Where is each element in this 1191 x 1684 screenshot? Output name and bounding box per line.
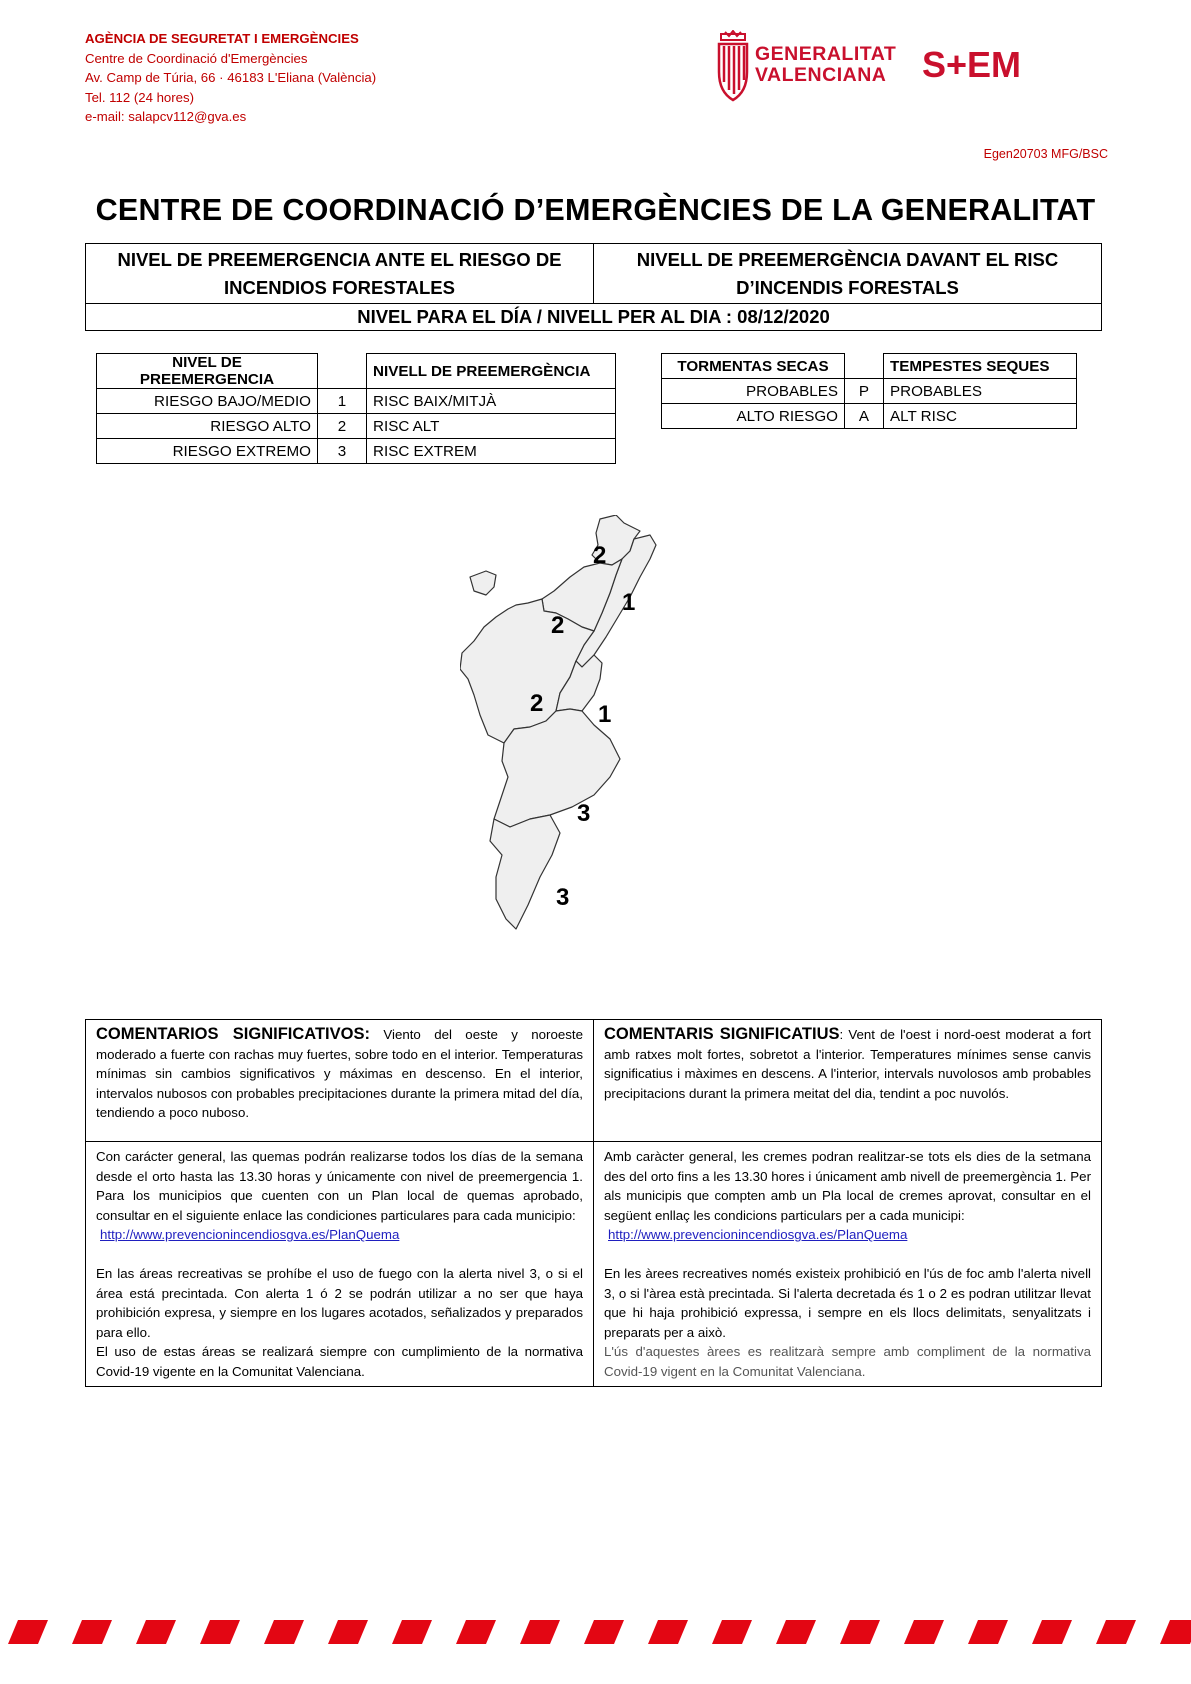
recreation-text-ca: En les àrees recreatives només existeix prohibició en l'ús de foc amb l'alerta nivell 3, o si l'àrea està precintada. Si l'alerta decretada és 1 o 2 es podran utilitzar llevat que hi haja prohibició expressa, i sempre en els llocs delimitats, senyalitzats i preparats per a això. bbox=[604, 1265, 1091, 1340]
level-heading-table bbox=[85, 243, 1102, 331]
burn-text-ca: Amb caràcter general, les cremes podran realitzar-se tots els dies de la setmana des del orto fins a les 13.30 hores i únicament amb nivell de preemergència 1. Per als municipis que compten amb un Pla local de cremes aprovat, consultar en el següent enllaç les condicions particulars per a cada municipi: bbox=[604, 1148, 1091, 1223]
comments-ca bbox=[594, 1020, 1102, 1142]
storms-header-es: TORMENTAS SECAS bbox=[662, 354, 845, 379]
levels-header-es: NIVEL DE PREEMERGENCIA bbox=[97, 354, 318, 389]
comments-ca-title: COMENTARIS SIGNIFICATIUS bbox=[604, 1025, 840, 1043]
sem-logo: S+EM bbox=[922, 44, 1022, 85]
level-ca: RISC EXTREM bbox=[367, 439, 616, 464]
stripe bbox=[1160, 1620, 1191, 1644]
stripe bbox=[136, 1620, 176, 1644]
zone-exclave bbox=[470, 571, 496, 595]
stripe bbox=[584, 1620, 624, 1644]
zone-level-label: 1 bbox=[598, 701, 612, 728]
covid-text-es: El uso de estas áreas se realizará siempre con cumplimiento de la normativa Covid-19 vigente en la Comunitat Valenciana. bbox=[96, 1344, 583, 1379]
zone-level-label: 2 bbox=[593, 542, 607, 569]
page-title: CENTRE DE COORDINACIÓ D’EMERGÈNCIES DE LA GENERALITAT bbox=[95, 193, 1096, 227]
level-number: 1 bbox=[318, 389, 367, 414]
stripe bbox=[904, 1620, 944, 1644]
level-ca: RISC ALT bbox=[367, 414, 616, 439]
storm-ca: ALT RISC bbox=[884, 404, 1077, 429]
comments-es bbox=[86, 1020, 594, 1142]
burn-rules-es bbox=[86, 1141, 594, 1386]
zone-level-label: 3 bbox=[577, 800, 591, 827]
agency-name: AGÈNCIA DE SEGURETAT I EMERGÈNCIES bbox=[85, 31, 359, 46]
address: Av. Camp de Túria, 66 · 46183 L'Eliana (València) bbox=[85, 70, 377, 86]
stripe bbox=[264, 1620, 304, 1644]
heading-es-line-1: NIVEL DE PREEMERGENCIA ANTE EL RIESGO DE bbox=[117, 248, 562, 270]
stripe bbox=[648, 1620, 688, 1644]
table-row bbox=[97, 439, 616, 464]
centre-name: Centre de Coordinació d'Emergències bbox=[85, 50, 308, 66]
storms-header-gap bbox=[845, 354, 884, 379]
storm-es: ALTO RIESGO bbox=[662, 404, 845, 429]
comments-es-title: COMENTARIOS SIGNIFICATIVOS: bbox=[96, 1025, 370, 1043]
storm-ca: PROBABLES bbox=[884, 379, 1077, 404]
stripe bbox=[520, 1620, 560, 1644]
stripe bbox=[1096, 1620, 1136, 1644]
heading-es-line-2: INCENDIOS FORESTALES bbox=[224, 276, 455, 298]
dry-storms-table bbox=[661, 353, 1077, 429]
storm-es: PROBABLES bbox=[662, 379, 845, 404]
comments-es-text: Viento del oeste y noroeste moderado a fuerte con rachas muy fuertes, sobre todo en el interior. Temperaturas mínimas sin cambios significativos y máximas en descenso. En el interior, intervalos nubosos con probables precipitaciones durante la primera mitad del día, tendiendo a poco nuboso. bbox=[96, 1027, 583, 1121]
stripe bbox=[72, 1620, 112, 1644]
level-es: RIESGO BAJO/MEDIO bbox=[97, 389, 318, 414]
logo-line-2: VALENCIANA bbox=[755, 64, 887, 86]
footer-stripes bbox=[0, 1618, 1191, 1648]
burn-rules-ca bbox=[594, 1141, 1102, 1386]
level-number: 3 bbox=[318, 439, 367, 464]
stripe bbox=[712, 1620, 752, 1644]
document-reference: Egen20703 MFG/BSC bbox=[983, 147, 1108, 161]
stripe bbox=[392, 1620, 432, 1644]
stripe bbox=[776, 1620, 816, 1644]
generalitat-valenciana-logo bbox=[715, 30, 895, 90]
coat-of-arms-icon bbox=[715, 30, 751, 102]
logo-line-1: GENERALITAT bbox=[755, 43, 897, 65]
zone-level-label: 2 bbox=[551, 612, 565, 639]
recreation-text-es: En las áreas recreativas se prohíbe el uso de fuego con la alerta nivel 3, o si el área está precintada. Con alerta 1 ó 2 se podrán utilizar a no ser que haya prohibición expresa, y siempre en los lugares acotados, señalizados y preparados para ello. bbox=[96, 1265, 583, 1340]
zone-level-label: 2 bbox=[530, 690, 544, 717]
levels-legend-table bbox=[96, 353, 616, 464]
stripe bbox=[200, 1620, 240, 1644]
burn-text-es: Con carácter general, las quemas podrán realizarse todos los días de la semana desde el orto hasta las 13.30 horas y únicamente con nivel de preemergencia 1. Para los municipios que cuenten con un Plan local de quemas aprobado, consultar en el siguiente enlace las condiciones particulares para cada municipio: bbox=[96, 1148, 583, 1223]
phone: Tel. 112 (24 hores) bbox=[85, 89, 194, 105]
level-es: RIESGO ALTO bbox=[97, 414, 318, 439]
stripe bbox=[840, 1620, 880, 1644]
table-row bbox=[662, 404, 1077, 429]
levels-header-gap bbox=[318, 354, 367, 389]
table-row bbox=[97, 414, 616, 439]
stripe bbox=[456, 1620, 496, 1644]
stripe bbox=[968, 1620, 1008, 1644]
level-number: 2 bbox=[318, 414, 367, 439]
heading-es bbox=[86, 244, 594, 304]
heading-ca bbox=[594, 244, 1102, 304]
covid-text-ca: L'ús d'aquestes àrees es realitzarà sempre amb compliment de la normativa Covid-19 vigent en la Comunitat Valenciana. bbox=[604, 1344, 1091, 1379]
zone-level-label: 1 bbox=[622, 589, 636, 616]
level-es: RIESGO EXTREMO bbox=[97, 439, 318, 464]
plan-quema-link[interactable]: http://www.prevencionincendiosgva.es/PlanQuema bbox=[608, 1227, 908, 1243]
table-row bbox=[97, 389, 616, 414]
email: e-mail: salapcv112@gva.es bbox=[85, 109, 247, 125]
heading-ca-line-1: NIVELL DE PREEMERGÈNCIA DAVANT EL RISC bbox=[636, 248, 1059, 270]
zone-level-label: 3 bbox=[556, 884, 570, 911]
stripe bbox=[1032, 1620, 1072, 1644]
stripe bbox=[328, 1620, 368, 1644]
risk-zones-map bbox=[460, 515, 720, 950]
level-ca: RISC BAIX/MITJÀ bbox=[367, 389, 616, 414]
agency-address-block bbox=[85, 29, 376, 127]
storms-header-ca: TEMPESTES SEQUES bbox=[884, 354, 1077, 379]
plan-quema-link[interactable]: http://www.prevencionincendiosgva.es/PlanQuema bbox=[100, 1227, 400, 1243]
comments-ca-text: : Vent de l'oest i nord-oest moderat a fort amb ratxes molt fortes, sobretot a l'interior. Temperatures mínimes sense canvis significatius i màximes en descens. A l'interior, intervals nuvolosos amb probables precipitacions durant la primera meitat del dia, tendint a poc nuvolós. bbox=[604, 1027, 1091, 1101]
table-row bbox=[662, 379, 1077, 404]
zone-south-coast bbox=[490, 815, 560, 929]
date-line: NIVEL PARA EL DÍA / NIVELL PER AL DIA : 08/12/2020 bbox=[86, 304, 1102, 331]
levels-header-ca: NIVELL DE PREEMERGÈNCIA bbox=[367, 354, 616, 389]
storm-code: P bbox=[845, 379, 884, 404]
heading-ca-line-2: D’INCENDIS FORESTALS bbox=[736, 276, 959, 298]
comments-table bbox=[85, 1019, 1102, 1387]
stripe bbox=[8, 1620, 48, 1644]
storm-code: A bbox=[845, 404, 884, 429]
